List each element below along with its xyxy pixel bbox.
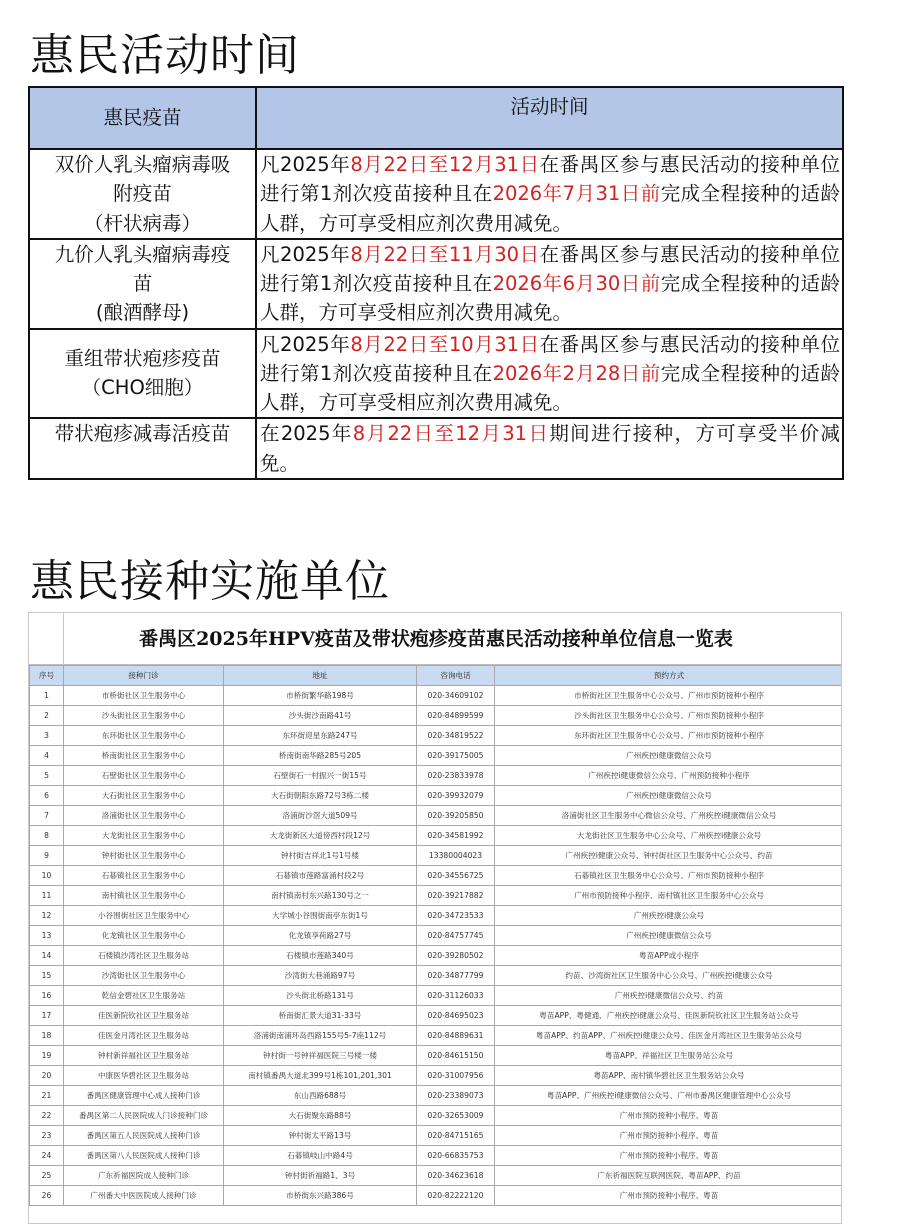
table-row [30, 826, 843, 846]
cell-booking: 粤苗APP、南村镇华碧社区卫生服务站公众号 [495, 1066, 843, 1086]
cell-phone: 13380004023 [417, 846, 495, 866]
cell-phone: 020-84889631 [417, 1026, 495, 1046]
cell-clinic: 番禺区健康管理中心成人接种门诊 [64, 1086, 224, 1106]
cell-clinic: 番禺区第二人民医院成人门诊接种门诊 [64, 1106, 224, 1126]
header-address: 地址 [224, 666, 417, 686]
cell-index: 3 [30, 726, 64, 746]
cell-clinic: 沙湾街社区卫生服务中心 [64, 966, 224, 986]
cell-clinic: 佳医新院钦社区卫生服务站 [64, 1006, 224, 1026]
cell-phone: 020-66835753 [417, 1146, 495, 1166]
cell-address: 沙湾街大巷涌路97号 [224, 966, 417, 986]
cell-index: 2 [30, 706, 64, 726]
cell-booking: 广州疾控i健康公众号 [495, 906, 843, 926]
cell-booking: 广州疾控i健康微信公众号、约苗 [495, 986, 843, 1006]
table-row [30, 726, 843, 746]
sheet-title: 番禺区2025年HPV疫苗及带状疱疹疫苗惠民活动接种单位信息一览表 [29, 613, 842, 665]
cell-phone: 020-39175005 [417, 746, 495, 766]
cell-clinic: 乾信金碧社区卫生服务站 [64, 986, 224, 1006]
cell-clinic: 大石街社区卫生服务中心 [64, 786, 224, 806]
cell-clinic: 中康医华碧社区卫生服务站 [64, 1066, 224, 1086]
cell-address: 大石街聚东路88号 [224, 1106, 417, 1126]
cell-clinic: 石楼镇沙湾社区卫生服务站 [64, 946, 224, 966]
cell-index: 20 [30, 1066, 64, 1086]
cell-address: 洛浦街南浦环岛西路155号5-7座112号 [224, 1026, 417, 1046]
cell-address: 桥南街南华路285号205 [224, 746, 417, 766]
cell-index: 17 [30, 1006, 64, 1026]
cell-index: 14 [30, 946, 64, 966]
cell-index: 22 [30, 1106, 64, 1126]
cell-phone: 020-39932079 [417, 786, 495, 806]
table-row [30, 686, 843, 706]
cell-booking: 粤苗APP、广州疾控i健康微信公众号、广州市番禺区健康管理中心公众号 [495, 1086, 843, 1106]
table-row [30, 806, 843, 826]
section-title-activity-time: 惠民活动时间 [30, 30, 300, 81]
cell-index: 9 [30, 846, 64, 866]
table-row [30, 1106, 843, 1126]
cell-address: 钟村街一号钟祥福医院三号楼一楼 [224, 1046, 417, 1066]
cell-booking: 沙头街社区卫生服务中心公众号、广州市预防接种小程序 [495, 706, 843, 726]
vaccination-units-sheet [28, 612, 842, 1224]
cell-booking: 广州疾控i健康微信公众号 [495, 926, 843, 946]
cell-address: 市桥街东兴路386号 [224, 1186, 417, 1206]
cell-address: 东山西路688号 [224, 1086, 417, 1106]
cell-index: 10 [30, 866, 64, 886]
vaccine-name: 带状疱疹减毒活疫苗 [29, 418, 256, 479]
table-row [30, 1006, 843, 1026]
cell-booking: 广州市预防接种小程序、粤苗 [495, 1126, 843, 1146]
cell-index: 25 [30, 1166, 64, 1186]
cell-address: 钟村街吉祥北1号1号楼 [224, 846, 417, 866]
cell-index: 16 [30, 986, 64, 1006]
cell-clinic: 化龙镇社区卫生服务中心 [64, 926, 224, 946]
cell-address: 沙头街沙南路41号 [224, 706, 417, 726]
divider [63, 613, 64, 665]
cell-clinic: 桥南街社区卫生服务中心 [64, 746, 224, 766]
cell-booking: 广州市预防接种小程序、粤苗 [495, 1146, 843, 1166]
cell-clinic: 大龙街社区卫生服务中心 [64, 826, 224, 846]
cell-index: 1 [30, 686, 64, 706]
section-title-vaccination-units: 惠民接种实施单位 [30, 556, 390, 607]
cell-index: 26 [30, 1186, 64, 1206]
cell-booking: 约苗、沙湾街社区卫生服务中心公众号、广州疾控i健康公众号 [495, 966, 843, 986]
cell-clinic: 洛浦街社区卫生服务中心 [64, 806, 224, 826]
table-row [30, 926, 843, 946]
table-row [30, 946, 843, 966]
cell-address: 大石街朝阳东路72号3栋二楼 [224, 786, 417, 806]
cell-clinic: 东环街社区卫生服务中心 [64, 726, 224, 746]
cell-index: 19 [30, 1046, 64, 1066]
cell-index: 7 [30, 806, 64, 826]
cell-phone: 020-34723533 [417, 906, 495, 926]
table-row [29, 418, 843, 479]
cell-address: 洛浦街沙滘大道509号 [224, 806, 417, 826]
table-row [30, 846, 843, 866]
cell-index: 21 [30, 1086, 64, 1106]
cell-clinic: 广州番大中医医院成人接种门诊 [64, 1186, 224, 1206]
table-row [30, 1026, 843, 1046]
cell-address: 南村镇南村东兴路130号之一 [224, 886, 417, 906]
table-row [30, 766, 843, 786]
cell-address: 钟村街祈福路1、3号 [224, 1166, 417, 1186]
cell-address: 石壁街石一村振兴一街15号 [224, 766, 417, 786]
cell-address: 大龙街新区大道傍西村段12号 [224, 826, 417, 846]
cell-booking: 广州疾控i健康公众号、钟村街社区卫生服务中心公众号、约苗 [495, 846, 843, 866]
cell-booking: 广东祈福医院互联网医院、粤苗APP、约苗 [495, 1166, 843, 1186]
cell-booking: 广州市预防接种小程序、粤苗 [495, 1186, 843, 1206]
cell-booking: 大龙街社区卫生服务中心公众号、广州疾控i健康公众号 [495, 826, 843, 846]
cell-booking: 粤苗APP或小程序 [495, 946, 843, 966]
table-row [30, 706, 843, 726]
cell-index: 5 [30, 766, 64, 786]
cell-address: 化龙镇享荷路27号 [224, 926, 417, 946]
cell-index: 24 [30, 1146, 64, 1166]
table-row [30, 866, 843, 886]
cell-phone: 020-84715165 [417, 1126, 495, 1146]
table-row [30, 1186, 843, 1206]
cell-booking: 洛浦街社区卫生服务中心微信公众号、广州疾控i健康微信公众号 [495, 806, 843, 826]
cell-index: 18 [30, 1026, 64, 1046]
cell-index: 13 [30, 926, 64, 946]
cell-phone: 020-23833978 [417, 766, 495, 786]
cell-index: 12 [30, 906, 64, 926]
cell-address: 桥南街汇景大道31-33号 [224, 1006, 417, 1026]
cell-clinic: 广东祈福医院成人接种门诊 [64, 1166, 224, 1186]
cell-clinic: 钟村新祥福社区卫生服务站 [64, 1046, 224, 1066]
cell-booking: 粤苗APP、约苗APP、广州疾控i健康公众号、佳医金月湾社区卫生服务站公众号 [495, 1026, 843, 1046]
header-activity-time: 活动时间 [256, 87, 843, 149]
cell-phone: 020-84615150 [417, 1046, 495, 1066]
activity-time: 凡2025年8月22日至10月31日在番禺区参与惠民活动的接种单位进行第1剂次疫苗接种且在2026年2月28日前完成全程接种的适龄人群，方可享受相应剂次费用减免。 [256, 329, 843, 419]
cell-phone: 020-31007956 [417, 1066, 495, 1086]
cell-phone: 020-31126033 [417, 986, 495, 1006]
cell-phone: 020-39280502 [417, 946, 495, 966]
cell-booking: 广州疾控i健康微信公众号 [495, 786, 843, 806]
cell-address: 钟村街太平路13号 [224, 1126, 417, 1146]
cell-index: 23 [30, 1126, 64, 1146]
cell-phone: 020-34819522 [417, 726, 495, 746]
cell-booking: 粤苗APP、粤健通、广州疾控i健康公众号、佳医新院钦社区卫生服务站公众号 [495, 1006, 843, 1026]
header-clinic: 接种门诊 [64, 666, 224, 686]
table-row [29, 239, 843, 329]
cell-booking: 广州市预防接种小程序、南村镇社区卫生服务中心公众号 [495, 886, 843, 906]
table-row [30, 1086, 843, 1106]
activity-time: 在2025年8月22日至12月31日期间进行接种，方可享受半价减免。 [256, 418, 843, 479]
table-row [30, 986, 843, 1006]
table-row [30, 746, 843, 766]
cell-clinic: 番禺区第八人民医院成人接种门诊 [64, 1146, 224, 1166]
cell-phone: 020-34609102 [417, 686, 495, 706]
cell-index: 6 [30, 786, 64, 806]
vaccine-name: 双价人乳头瘤病毒吸 附疫苗 （杆状病毒） [29, 149, 256, 239]
cell-clinic: 南村镇社区卫生服务中心 [64, 886, 224, 906]
cell-phone: 020-82222120 [417, 1186, 495, 1206]
cell-phone: 020-34556725 [417, 866, 495, 886]
header-index: 序号 [30, 666, 64, 686]
cell-address: 沙头街北桥路131号 [224, 986, 417, 1006]
cell-address: 大学城小谷围街南亭东街1号 [224, 906, 417, 926]
cell-address: 东环街迎星东路247号 [224, 726, 417, 746]
activity-time: 凡2025年8月22日至11月30日在番禺区参与惠民活动的接种单位进行第1剂次疫苗接种且在2026年6月30日前完成全程接种的适龄人群，方可享受相应剂次费用减免。 [256, 239, 843, 329]
table-row [30, 1146, 843, 1166]
cell-clinic: 石壁街社区卫生服务中心 [64, 766, 224, 786]
cell-phone: 020-39217882 [417, 886, 495, 906]
table-row [30, 1166, 843, 1186]
table-row [29, 149, 843, 239]
cell-address: 市桥街繁华路198号 [224, 686, 417, 706]
cell-booking: 广州疾控i健康微信公众号 [495, 746, 843, 766]
cell-phone: 020-34877799 [417, 966, 495, 986]
vaccine-name: 九价人乳头瘤病毒疫 苗 (酿酒酵母) [29, 239, 256, 329]
vaccine-name: 重组带状疱疹疫苗 （CHO细胞） [29, 329, 256, 419]
cell-clinic: 佳医金月湾社区卫生服务站 [64, 1026, 224, 1046]
cell-booking: 市桥街社区卫生服务中心公众号、广州市预防接种小程序 [495, 686, 843, 706]
table-header-row [30, 666, 843, 686]
cell-index: 8 [30, 826, 64, 846]
cell-address: 南村镇番禺大道北399号1栋101,201,301 [224, 1066, 417, 1086]
cell-clinic: 市桥街社区卫生服务中心 [64, 686, 224, 706]
cell-phone: 020-84757745 [417, 926, 495, 946]
cell-phone: 020-23389073 [417, 1086, 495, 1106]
table-row [30, 1066, 843, 1086]
table-row [30, 906, 843, 926]
cell-phone: 020-32653009 [417, 1106, 495, 1126]
cell-address: 石楼镇市莲路340号 [224, 946, 417, 966]
cell-booking: 广州疾控i健康微信公众号、广州预防接种小程序 [495, 766, 843, 786]
vaccination-units-table [29, 665, 842, 1206]
table-row [30, 966, 843, 986]
table-row [30, 786, 843, 806]
cell-clinic: 番禺区第五人民医院成人接种门诊 [64, 1126, 224, 1146]
cell-phone: 020-39205850 [417, 806, 495, 826]
cell-clinic: 小谷围街社区卫生服务中心 [64, 906, 224, 926]
cell-phone: 020-34623618 [417, 1166, 495, 1186]
cell-address: 石碁镇岐山中路4号 [224, 1146, 417, 1166]
cell-booking: 粤苗APP、祥福社区卫生服务站公众号 [495, 1046, 843, 1066]
activity-time-table [28, 86, 844, 480]
cell-index: 15 [30, 966, 64, 986]
cell-phone: 020-34581992 [417, 826, 495, 846]
cell-clinic: 沙头街社区卫生服务中心 [64, 706, 224, 726]
table-row [29, 329, 843, 419]
header-booking: 预约方式 [495, 666, 843, 686]
activity-time: 凡2025年8月22日至12月31日在番禺区参与惠民活动的接种单位进行第1剂次疫苗接种且在2026年7月31日前完成全程接种的适龄人群，方可享受相应剂次费用减免。 [256, 149, 843, 239]
table-row [30, 886, 843, 906]
table-row [30, 1046, 843, 1066]
cell-index: 11 [30, 886, 64, 906]
cell-booking: 广州市预防接种小程序、粤苗 [495, 1106, 843, 1126]
cell-clinic: 钟村街社区卫生服务中心 [64, 846, 224, 866]
cell-phone: 020-84695023 [417, 1006, 495, 1026]
cell-clinic: 石碁镇社区卫生服务中心 [64, 866, 224, 886]
table-row [30, 1126, 843, 1146]
header-vaccine: 惠民疫苗 [29, 87, 256, 149]
header-phone: 咨询电话 [417, 666, 495, 686]
cell-index: 4 [30, 746, 64, 766]
cell-phone: 020-84899599 [417, 706, 495, 726]
cell-address: 石碁镇市莲路富涌村段2号 [224, 866, 417, 886]
cell-booking: 东环街社区卫生服务中心公众号、广州市预防接种小程序 [495, 726, 843, 746]
cell-booking: 石碁镇社区卫生服务中心公众号、广州市预防接种小程序 [495, 866, 843, 886]
